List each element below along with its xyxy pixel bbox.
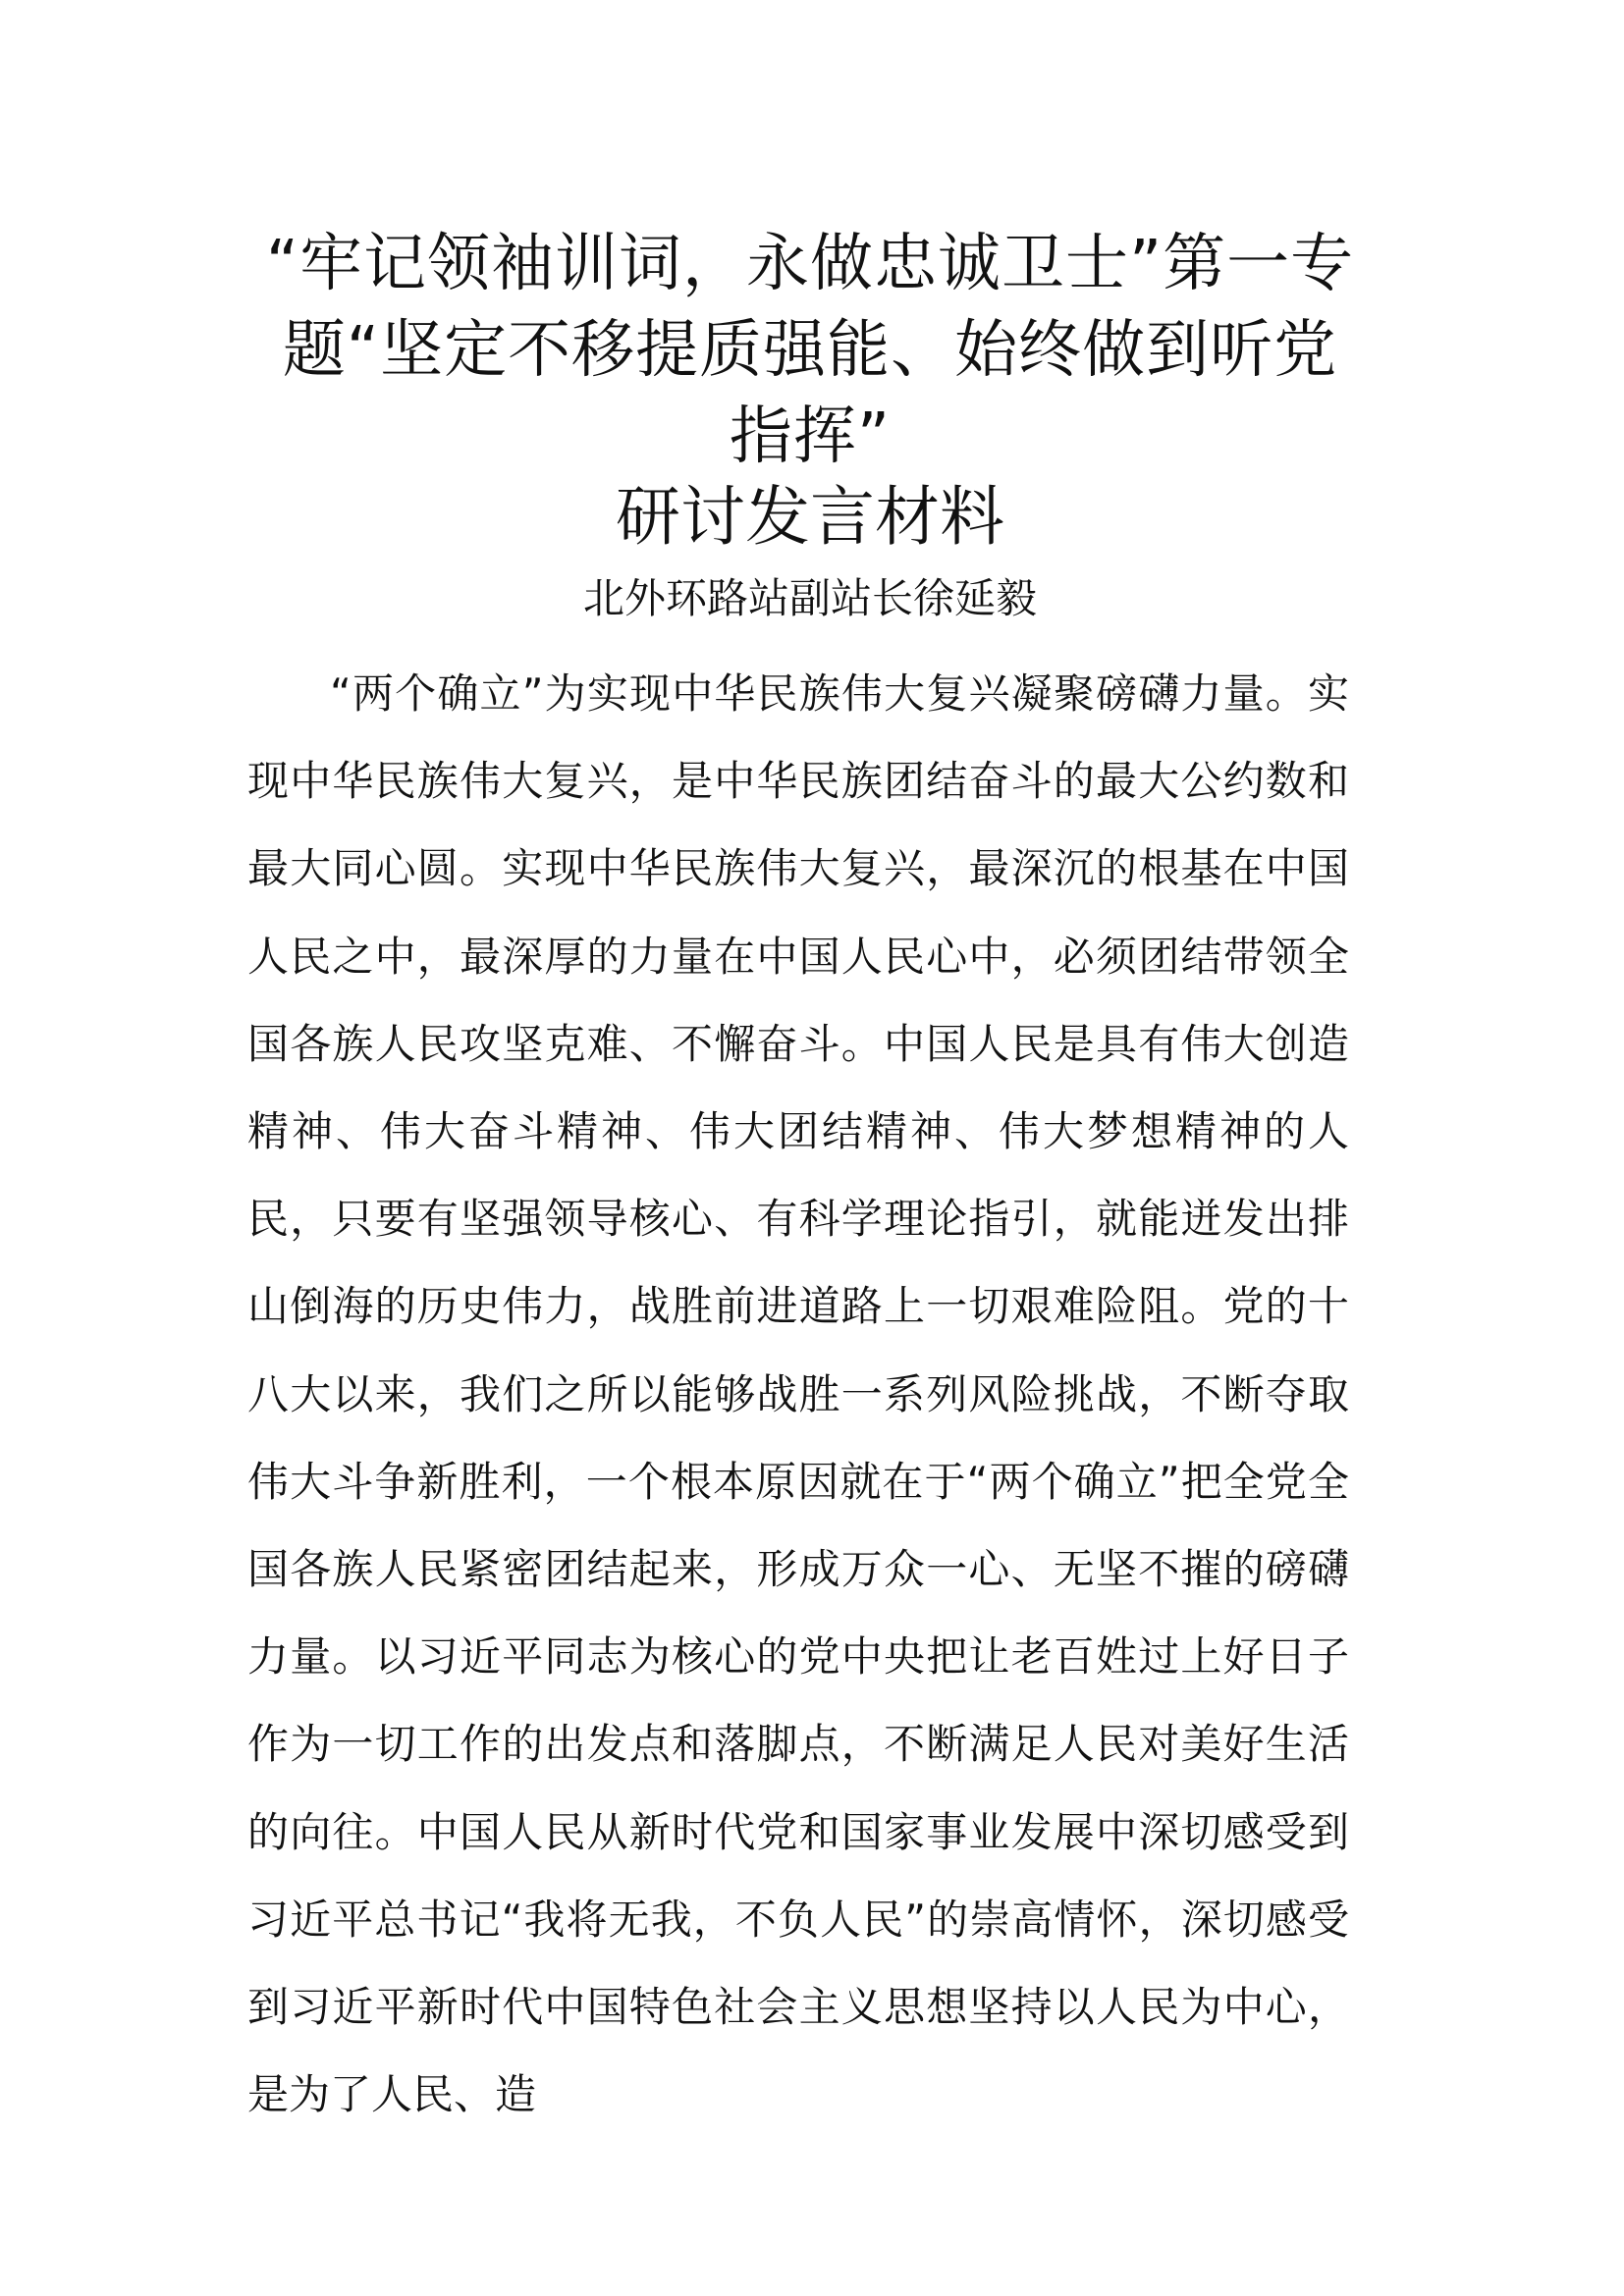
body-paragraph: “两个确立”为实现中华民族伟大复兴凝聚磅礴力量。实现中华民族伟大复兴，是中华民族团结奋斗的最大公约数和最大同心圆。实现中华民族伟大复兴，最深沉的根基在中国人民之中，最深厚的力量在中国人民心中，必须团结带领全国各族人民攻坚克难、不懈奋斗。中国人民是具有伟大创造精神、伟大奋斗精神、伟大团结精神、伟大梦想精神的人民，只要有坚强领导核心、有科学理论指引，就能迸发出排山倒海的历史伟力，战胜前进道路上一切艰难险阻。党的十八大以来，我们之所以能够战胜一系列风险挑战，不断夺取伟大斗争新胜利，一个根本原因就在于“两个确立”把全党全国各族人民紧密团结起来，形成万众一心、无坚不摧的磅礴力量。以习近平同志为核心的党中央把让老百姓过上好日子作为一切工作的出发点和落脚点，不断满足人民对美好生活的向往。中国人民从新时代党和国家事业发展中深切感受到习近平总书记“我将无我，不负人民”的崇高情怀，深切感受到习近平新时代中国特色社会主义思想坚持以人民为中心，是为了人民、造	[247, 669, 1349, 2119]
document-author: 北外环路站副站长徐延毅	[582, 574, 1037, 622]
document-title: “牢记领袖训词，永做忠诚卫士”第一专题“坚定不移提质强能、始终做到听党指挥”	[265, 228, 1355, 473]
document-subtitle: 研讨发言材料	[616, 479, 1004, 555]
